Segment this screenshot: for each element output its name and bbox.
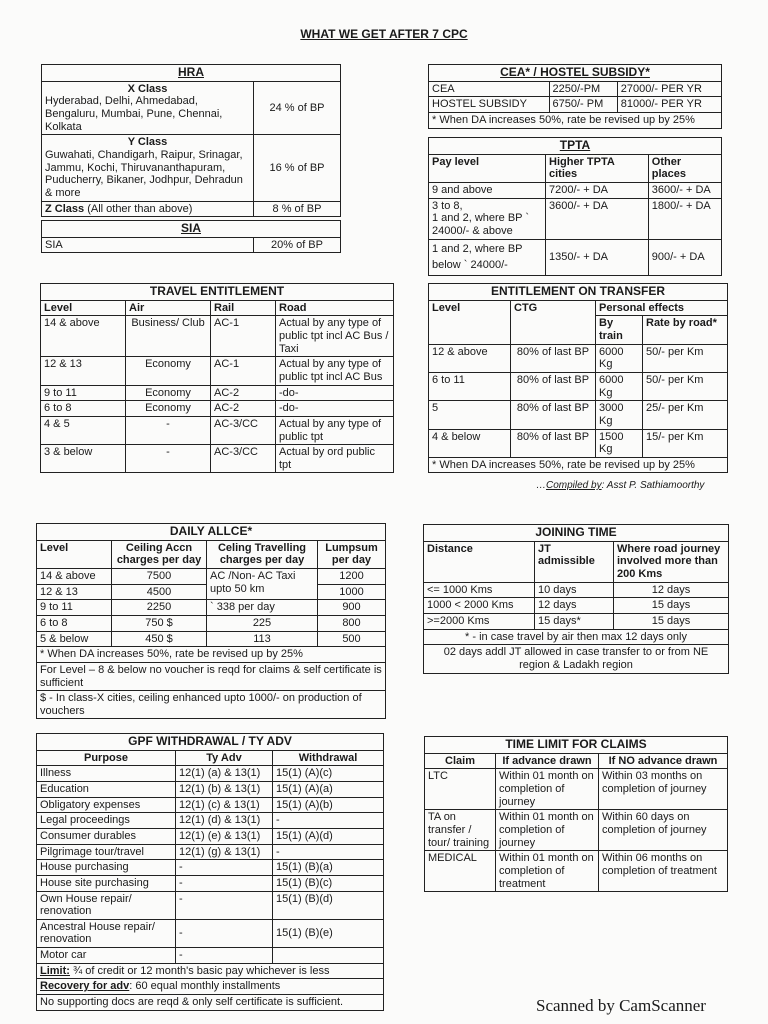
tpta-row-higher: 7200/- + DA	[546, 183, 649, 199]
hra-z-label: Z Class	[45, 202, 85, 215]
travel-cell: AC-1	[211, 316, 276, 357]
gpf-cell: House site purchasing	[37, 875, 176, 891]
travel-cell: -do-	[276, 385, 394, 401]
travel-cell: Actual by ord public tpt	[276, 445, 394, 473]
daily-cell: 9 to 11	[37, 600, 112, 616]
claims-cell: Within 03 months on completion of journey	[599, 769, 728, 810]
gpf-recovery-text: : 60 equal monthly installments	[129, 980, 281, 993]
travel-h-level: Level	[41, 300, 126, 316]
transfer-h-pe: Personal effects	[596, 300, 728, 316]
tpta-row-level: 9 and above	[429, 183, 546, 199]
hra-y-rate: 16 % of BP	[254, 135, 341, 201]
gpf-cell: -	[273, 844, 384, 860]
travel-cell: AC-3/CC	[211, 416, 276, 444]
sia-label: SIA	[42, 237, 254, 253]
cea-yr: 27000/- PER YR	[617, 81, 721, 97]
transfer-cell: 6 to 11	[429, 373, 511, 401]
transfer-cell: 80% of last BP	[511, 429, 596, 457]
travel-cell: -	[126, 416, 211, 444]
joining-h-distance: Distance	[424, 541, 535, 582]
gpf-h-tyadv: Ty Adv	[176, 750, 273, 766]
transfer-cell: 50/- per Km	[643, 373, 728, 401]
transfer-cell: 3000 Kg	[596, 401, 643, 429]
hra-z-desc: (All other than above)	[84, 202, 193, 215]
transfer-cell: 6000 Kg	[596, 344, 643, 372]
gpf-cell: Own House repair/ renovation	[37, 891, 176, 919]
gpf-cell: 15(1) (B)(c)	[273, 875, 384, 891]
claims-cell: LTC	[425, 769, 496, 810]
travel-h-rail: Rail	[211, 300, 276, 316]
daily-cell: 500	[318, 631, 386, 647]
travel-cell: 9 to 11	[41, 385, 126, 401]
daily-cell: 450 $	[112, 631, 207, 647]
gpf-cell: -	[176, 919, 273, 947]
joining-note: 02 days addl JT allowed in case transfer to or from NE region & Ladakh region	[424, 645, 729, 673]
gpf-cell: -	[176, 875, 273, 891]
credit-prefix: …	[536, 480, 546, 491]
gpf-cell: 15(1) (A)(a)	[273, 782, 384, 798]
daily-cell: 800	[318, 616, 386, 632]
claims-cell: TA on transfer / tour/ training	[425, 810, 496, 851]
claims-cell: Within 01 month on completion of treatment	[496, 851, 599, 892]
hostel-row: HOSTEL SUBSIDY	[429, 97, 550, 113]
travel-cell: Actual by any type of public tpt	[276, 416, 394, 444]
claims-cell: Within 60 days on completion of journey	[599, 810, 728, 851]
gpf-cell: Obligatory expenses	[37, 797, 176, 813]
joining-time-table	[423, 524, 729, 674]
claims-table	[424, 736, 728, 892]
transfer-cell: 80% of last BP	[511, 373, 596, 401]
daily-cell: 14 & above	[37, 569, 112, 585]
travel-h-air: Air	[126, 300, 211, 316]
tpta-row-higher: 3600/- + DA	[546, 198, 649, 239]
gpf-cell: 12(1) (d) & 13(1)	[176, 813, 273, 829]
hra-y-cities: Guwahati, Chandigarh, Raipur, Srinagar, Jammu, Kochi, Thiruvananthapuram, Puducherry, Bikaner, Jodhpur, Dehradun & more	[45, 149, 243, 199]
daily-title: DAILY ALLCE*	[37, 524, 386, 541]
gpf-cell: -	[176, 860, 273, 876]
hra-x-rate: 24 % of BP	[254, 81, 341, 135]
gpf-cell	[273, 948, 384, 964]
travel-cell: -do-	[276, 401, 394, 417]
tpta-row-level: 1 and 2, where BP below ` 24000/-	[429, 239, 546, 275]
travel-cell: Actual by any type of public tpt incl AC Bus	[276, 357, 394, 385]
gpf-cell: Motor car	[37, 948, 176, 964]
credit-name: : Asst P. Sathiamoorthy	[601, 480, 705, 491]
gpf-cell: Education	[37, 782, 176, 798]
joining-cell: 12 days	[614, 582, 729, 598]
gpf-cell: Legal proceedings	[37, 813, 176, 829]
travel-cell: AC-2	[211, 401, 276, 417]
hra-table	[41, 64, 341, 217]
transfer-cell: 1500 Kg	[596, 429, 643, 457]
daily-cell: 7500	[112, 569, 207, 585]
gpf-recovery	[37, 979, 384, 995]
daily-cell: 1000	[318, 584, 386, 600]
hostel-pm: 6750/- PM	[549, 97, 617, 113]
joining-cell: 15 days	[614, 614, 729, 630]
daily-cell: AC /Non- AC Taxi upto 50 km	[207, 569, 318, 600]
tpta-h-higher: Higher TPTA cities	[546, 154, 649, 182]
daily-h-travel: Celing Travelling charges per day	[207, 540, 318, 568]
joining-cell: 1000 < 2000 Kms	[424, 598, 535, 614]
joining-cell: <= 1000 Kms	[424, 582, 535, 598]
sia-table	[41, 220, 341, 253]
claims-title: TIME LIMIT FOR CLAIMS	[425, 737, 728, 754]
claims-cell: Within 01 month on completion of journey	[496, 810, 599, 851]
travel-cell: Economy	[126, 357, 211, 385]
gpf-cell: House purchasing	[37, 860, 176, 876]
compiled-by-credit	[536, 480, 704, 492]
gpf-limit-label: Limit:	[40, 964, 70, 977]
travel-h-road: Road	[276, 300, 394, 316]
cea-row: CEA	[429, 81, 550, 97]
daily-cell: 750 $	[112, 616, 207, 632]
travel-cell: 14 & above	[41, 316, 126, 357]
gpf-cell: 15(1) (A)(c)	[273, 766, 384, 782]
gpf-cell: -	[273, 813, 384, 829]
transfer-h-road: Rate by road*	[643, 316, 728, 344]
daily-cell: 113	[207, 631, 318, 647]
gpf-cell: 15(1) (B)(e)	[273, 919, 384, 947]
hra-x-head: X Class	[127, 82, 168, 95]
daily-cell: 900	[318, 600, 386, 616]
cea-pm: 2250/-PM	[549, 81, 617, 97]
hra-z-rate: 8 % of BP	[254, 201, 341, 217]
tpta-title: TPTA	[429, 138, 722, 155]
gpf-cell: 15(1) (B)(d)	[273, 891, 384, 919]
daily-cell: 5 & below	[37, 631, 112, 647]
travel-cell: 6 to 8	[41, 401, 126, 417]
travel-cell: AC-2	[211, 385, 276, 401]
joining-h-jt: JT admissible	[535, 541, 614, 582]
transfer-title: ENTITLEMENT ON TRANSFER	[429, 284, 728, 301]
tpta-h-level: Pay level	[429, 154, 546, 182]
gpf-cell: 15(1) (A)(d)	[273, 829, 384, 845]
joining-note: * - in case travel by air then max 12 days only	[424, 629, 729, 645]
daily-note: $ - In class-X cities, ceiling enhanced upto 1000/- on production of vouchers	[37, 691, 386, 719]
transfer-cell: 80% of last BP	[511, 401, 596, 429]
travel-cell: Actual by any type of public tpt incl AC Bus / Taxi	[276, 316, 394, 357]
daily-cell: 6 to 8	[37, 616, 112, 632]
joining-h-road: Where road journey involved more than 200 Kms	[614, 541, 729, 582]
joining-title: JOINING TIME	[424, 525, 729, 542]
tpta-table	[428, 137, 722, 276]
travel-title: TRAVEL ENTITLEMENT	[41, 284, 394, 301]
claims-h-noadv: If NO advance drawn	[599, 753, 728, 769]
joining-cell: 10 days	[535, 582, 614, 598]
sia-rate: 20% of BP	[254, 237, 341, 253]
page-title: WHAT WE GET AFTER 7 CPC	[300, 27, 468, 41]
gpf-cell: Consumer durables	[37, 829, 176, 845]
tpta-row-higher: 1350/- + DA	[546, 239, 649, 275]
transfer-cell: 12 & above	[429, 344, 511, 372]
claims-cell: Within 01 month on completion of journey	[496, 769, 599, 810]
daily-note: For Level – 8 & below no voucher is reqd for claims & self certificate is sufficient	[37, 662, 386, 690]
travel-cell: 12 & 13	[41, 357, 126, 385]
hra-title: HRA	[42, 65, 341, 82]
credit-label: Compiled by	[546, 480, 602, 491]
gpf-cell: Ancestral House repair/ renovation	[37, 919, 176, 947]
tpta-row-level: 3 to 8, 1 and 2, where BP ` 24000/- & above	[429, 198, 546, 239]
travel-table	[40, 283, 394, 473]
daily-note: * When DA increases 50%, rate be revised up by 25%	[37, 647, 386, 663]
travel-cell: Business/ Club	[126, 316, 211, 357]
gpf-recovery-label: Recovery for adv	[40, 980, 130, 993]
gpf-cell: 12(1) (e) & 13(1)	[176, 829, 273, 845]
cea-title: CEA* / HOSTEL SUBSIDY*	[429, 65, 722, 82]
gpf-limit	[37, 963, 384, 979]
transfer-h-train: By train	[596, 316, 643, 344]
hostel-yr: 81000/- PER YR	[617, 97, 721, 113]
daily-h-lumpsum: Lumpsum per day	[318, 540, 386, 568]
hra-y-head: Y Class	[127, 136, 168, 149]
joining-cell: 15 days*	[535, 614, 614, 630]
daily-cell: 2250	[112, 600, 207, 616]
joining-cell: 15 days	[614, 598, 729, 614]
transfer-h-level: Level	[429, 300, 511, 344]
travel-cell: 3 & below	[41, 445, 126, 473]
tpta-row-other: 3600/- + DA	[648, 183, 721, 199]
transfer-cell: 5	[429, 401, 511, 429]
daily-cell: 225	[207, 616, 318, 632]
cea-note: * When DA increases 50%, rate be revised up by 25%	[429, 113, 722, 129]
travel-cell: Economy	[126, 401, 211, 417]
tpta-row-other: 1800/- + DA	[648, 198, 721, 239]
gpf-table	[36, 733, 384, 1011]
gpf-cell: -	[176, 891, 273, 919]
daily-h-level: Level	[37, 540, 112, 568]
gpf-h-purpose: Purpose	[37, 750, 176, 766]
daily-cell: ` 338 per day	[207, 600, 318, 616]
claims-cell: Within 06 months on completion of treatment	[599, 851, 728, 892]
travel-cell: AC-1	[211, 357, 276, 385]
gpf-cell: -	[176, 948, 273, 964]
hra-z-cell	[42, 201, 254, 217]
gpf-cell: 15(1) (A)(b)	[273, 797, 384, 813]
gpf-nodocs: No supporting docs are reqd & only self certificate is sufficient.	[37, 995, 384, 1011]
gpf-limit-text: ¾ of credit or 12 month's basic pay whichever is less	[69, 964, 330, 977]
sia-title: SIA	[42, 221, 341, 238]
gpf-title: GPF WITHDRAWAL / TY ADV	[37, 734, 384, 751]
transfer-note: * When DA increases 50%, rate be revised up by 25%	[429, 457, 728, 473]
daily-h-accn: Ceiling Accn charges per day	[112, 540, 207, 568]
gpf-cell: 15(1) (B)(a)	[273, 860, 384, 876]
claims-h-adv: If advance drawn	[496, 753, 599, 769]
hra-x-cities: Hyderabad, Delhi, Ahmedabad, Bengaluru, Mumbai, Pune, Chennai, Kolkata	[45, 95, 223, 133]
gpf-cell: 12(1) (b) & 13(1)	[176, 782, 273, 798]
claims-cell: MEDICAL	[425, 851, 496, 892]
gpf-cell: Illness	[37, 766, 176, 782]
claims-h-claim: Claim	[425, 753, 496, 769]
transfer-cell: 15/- per Km	[643, 429, 728, 457]
daily-cell: 12 & 13	[37, 584, 112, 600]
travel-cell: Economy	[126, 385, 211, 401]
daily-cell: 4500	[112, 584, 207, 600]
transfer-cell: 4 & below	[429, 429, 511, 457]
joining-cell: >=2000 Kms	[424, 614, 535, 630]
gpf-cell: 12(1) (g) & 13(1)	[176, 844, 273, 860]
travel-cell: AC-3/CC	[211, 445, 276, 473]
tpta-row-other: 900/- + DA	[648, 239, 721, 275]
joining-cell: 12 days	[535, 598, 614, 614]
transfer-table	[428, 283, 728, 473]
gpf-cell: 12(1) (a) & 13(1)	[176, 766, 273, 782]
daily-allowance-table	[36, 523, 386, 719]
cea-table	[428, 64, 722, 129]
transfer-cell: 25/- per Km	[643, 401, 728, 429]
gpf-h-withdrawal: Withdrawal	[273, 750, 384, 766]
tpta-h-other: Other places	[648, 154, 721, 182]
transfer-cell: 80% of last BP	[511, 344, 596, 372]
transfer-cell: 6000 Kg	[596, 373, 643, 401]
gpf-cell: Pilgrimage tour/travel	[37, 844, 176, 860]
gpf-cell: 12(1) (c) & 13(1)	[176, 797, 273, 813]
travel-cell: 4 & 5	[41, 416, 126, 444]
transfer-h-ctg: CTG	[511, 300, 596, 344]
transfer-cell: 50/- per Km	[643, 344, 728, 372]
camscanner-watermark: Scanned by CamScanner	[536, 996, 706, 1015]
daily-cell: 1200	[318, 569, 386, 585]
travel-cell: -	[126, 445, 211, 473]
